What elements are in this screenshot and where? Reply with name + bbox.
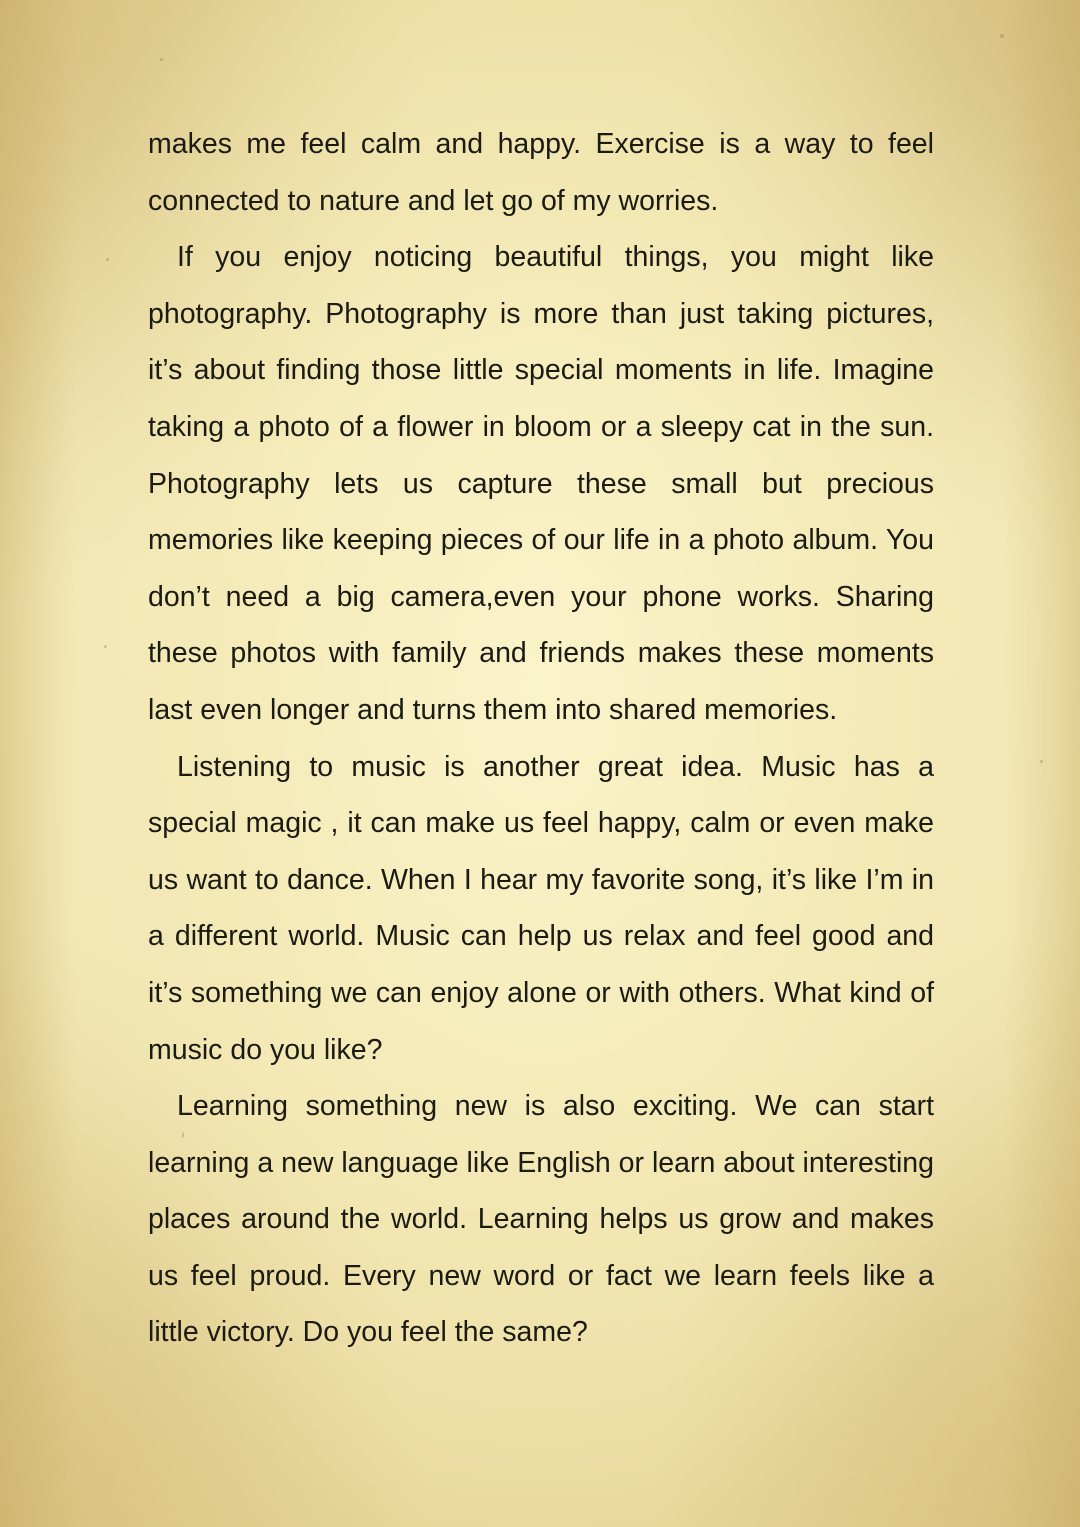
paper-speck — [106, 258, 109, 261]
paragraph-exercise-continuation: makes me feel calm and happy. Exercise is a way to feel connected to nature and let go of my worries. — [148, 128, 934, 217]
paper-speck — [1040, 760, 1043, 763]
paragraph-music: Listening to music is another great idea. Music has a special magic , it can make us feel happy, calm or even make us want to dance. When I hear my favorite song, it’s like I’m in a different world. Music can help us relax and feel good and it’s something we can enjoy alone or with others. What kind of music do you like? — [148, 750, 934, 1066]
paper-speck — [160, 58, 163, 61]
paper-speck — [104, 645, 107, 648]
article-body — [148, 116, 934, 1361]
paper-speck — [1000, 34, 1004, 38]
paragraph-learning: Learning something new is also exciting. We can start learning a new language like English or learn about interesting places around the world. Learning helps us grow and makes us feel proud. Every new word or fact we learn feels like a little victory. Do you feel the same? — [148, 1090, 934, 1349]
paragraph-photography: If you enjoy noticing beautiful things, you might like photography. Photography is more than just taking pictures, it’s about finding those little special moments in life. Imagine taking a photo of a flower in bloom or a sleepy cat in the sun. Photography lets us capture these small but precious memories like keeping pieces of our life in a photo album. You don’t need a big camera,even your phone works. Sharing these photos with family and friends makes these moments last even longer and turns them into shared memories. — [148, 241, 934, 726]
